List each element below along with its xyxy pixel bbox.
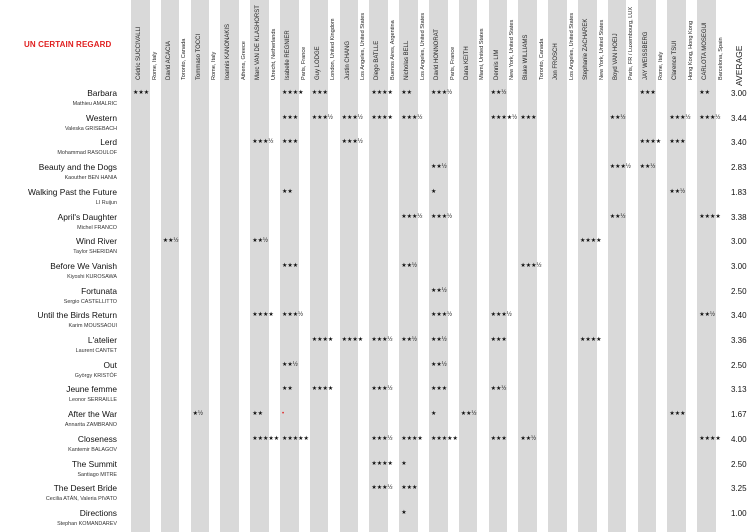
critic-location: Paris, France xyxy=(449,47,456,81)
critic-name: Marc VAN DE KLASHORST xyxy=(255,5,262,80)
star-rating: ★★½ xyxy=(431,287,447,294)
star-rating: ★★½ xyxy=(609,213,626,220)
star-rating: ★★★½ xyxy=(431,312,453,319)
critic-location: Rome, Italy xyxy=(151,52,158,81)
film-director: Sergio CASTELLITTO xyxy=(63,298,117,305)
star-rating: ★★½ xyxy=(431,337,447,343)
star-rating: ★★★★½ xyxy=(490,114,518,121)
star-rating: ★ xyxy=(401,460,407,467)
star-rating: ★★★½ xyxy=(401,114,423,121)
star-rating: ★★★½ xyxy=(520,262,542,269)
film-title: Barbara xyxy=(87,88,117,98)
critic-name: Guy LODGE xyxy=(314,46,321,80)
critic-location: Toronto, Canada xyxy=(181,39,188,81)
critic-location: New York, United States xyxy=(509,20,516,81)
film-director: Mathieu AMALRIC xyxy=(72,101,117,107)
critic-location: Los Angeles, United States xyxy=(568,13,575,81)
film-director: Leonor SERRAILLE xyxy=(69,397,117,404)
critic-location: Miami, United States xyxy=(479,28,486,81)
film-director: Kiyoshi KUROSAWA xyxy=(67,273,117,280)
star-rating: ★★½ xyxy=(162,238,179,245)
film-average: 3.00 xyxy=(731,237,747,247)
film-title: Closeness xyxy=(77,433,117,444)
star-rating: ★★ xyxy=(699,90,710,96)
star-rating: ★★★½ xyxy=(371,386,393,393)
star-rating: ★★½ xyxy=(460,411,477,418)
star-rating: ★★★★★ xyxy=(431,435,458,442)
star-rating: ★★★★ xyxy=(252,312,274,319)
star-rating: ★★★ xyxy=(282,262,299,269)
film-director: Kantemir BALAGOV xyxy=(68,446,117,453)
critic-name: JAY WEISSBERG xyxy=(642,31,649,80)
film-average: 2.50 xyxy=(731,459,747,469)
critic-name: Clarence TSUI xyxy=(672,40,679,80)
star-rating: • xyxy=(282,411,285,418)
critic-name: Tommaso TOCCI xyxy=(195,33,202,80)
star-rating: ★★★ xyxy=(639,90,656,96)
film-average: 3.40 xyxy=(731,311,747,321)
film-title: Jeune femme xyxy=(66,384,117,395)
film-title: Wind River xyxy=(76,236,117,247)
star-rating: ★ xyxy=(431,411,437,418)
star-rating: ★ xyxy=(431,188,437,195)
star-rating: ★★★ xyxy=(669,139,686,146)
star-rating: ★★★ xyxy=(669,411,686,418)
critic-name: Cédric SUCCIVALLI xyxy=(136,26,142,80)
star-rating: ★★½ xyxy=(520,435,537,442)
film-average: 2.83 xyxy=(731,163,747,173)
star-rating: ★★★★ xyxy=(580,238,602,245)
film-director: LI Ruijun xyxy=(95,199,117,206)
film-average: 3.00 xyxy=(731,261,747,271)
star-rating: ★★½ xyxy=(490,386,507,393)
star-rating: ★★★★ xyxy=(311,386,334,393)
star-rating: ★★★★ xyxy=(639,139,662,146)
film-average: 3.36 xyxy=(731,336,747,345)
film-average: 3.44 xyxy=(731,113,747,123)
star-rating: ★★½ xyxy=(401,262,417,269)
critic-name: Nicholas BELL xyxy=(404,40,411,80)
star-rating: ★★★½ xyxy=(609,164,631,171)
critic-name: Isabelle REGNIER xyxy=(285,30,291,80)
film-title: Lerd xyxy=(100,137,117,148)
film-title: Fortunata xyxy=(81,285,117,296)
critic-name: Jon FROSCH xyxy=(553,43,560,80)
film-title: Directions xyxy=(79,507,117,518)
critic-name: David ACACIA xyxy=(165,40,172,80)
star-rating: ★★½ xyxy=(490,90,507,96)
star-rating: ★★★★ xyxy=(282,90,304,96)
film-title: April's Daughter xyxy=(57,211,117,222)
star-rating: ★½ xyxy=(192,411,203,418)
critic-name: Boyd VAN HOEIJ xyxy=(612,33,619,80)
star-rating: ★★★★ xyxy=(401,435,423,442)
star-rating: ★★★ xyxy=(490,337,507,343)
film-director: Karim MOUSSAOUI xyxy=(68,323,117,330)
section-title: UN CERTAIN REGARD xyxy=(24,40,112,49)
critic-location: Paris, FR / Luxembourg, LUX xyxy=(628,7,635,81)
star-rating: ★★★½ xyxy=(341,139,363,146)
film-director: György KRISTÓF xyxy=(74,372,117,379)
film-title: Beauty and the Dogs xyxy=(38,162,117,173)
film-title: Out xyxy=(103,359,117,370)
star-rating: ★★★★ xyxy=(580,337,602,343)
film-average: 4.00 xyxy=(731,434,747,444)
critic-location: Paris, France xyxy=(300,47,307,81)
star-rating: ★★★★★ xyxy=(252,435,280,442)
critic-name: Dennis LIM xyxy=(493,49,500,80)
film-director: Cecilia ATÁN, Valeria PIVATO xyxy=(45,496,117,503)
critic-location: Utrecht, Netherlands xyxy=(270,29,277,81)
star-rating: ★★★½ xyxy=(282,312,304,319)
star-rating: ★★½ xyxy=(431,361,447,368)
star-rating: ★★★½ xyxy=(371,485,393,492)
star-rating: ★★★ xyxy=(133,90,150,96)
star-rating: ★★★½ xyxy=(252,139,274,146)
critic-name: Blake WILLIAMS xyxy=(523,34,530,80)
film-average: 2.50 xyxy=(731,286,747,296)
film-average: 3.00 xyxy=(731,89,747,98)
star-rating: ★★★½ xyxy=(431,90,453,96)
star-rating: ★★½ xyxy=(401,337,417,343)
critic-location: Los Angeles, United States xyxy=(419,13,426,81)
film-title: After the War xyxy=(67,409,117,420)
star-rating: ★★★½ xyxy=(669,114,691,121)
star-rating: ★★★★ xyxy=(699,213,721,220)
critic-location: New York, United States xyxy=(598,20,605,81)
star-rating: ★★★ xyxy=(401,485,418,492)
star-rating: ★★★½ xyxy=(341,114,363,121)
star-rating: ★★★★ xyxy=(371,114,393,121)
star-rating: ★★★½ xyxy=(311,114,333,121)
star-rating: ★★★★★ xyxy=(282,435,309,442)
critic-location: London, United Kingdom xyxy=(330,18,337,81)
film-director: Taylor SHERIDAN xyxy=(73,249,117,256)
star-rating: ★★★★ xyxy=(371,460,393,467)
star-rating: ★★★ xyxy=(282,139,299,146)
film-director: Mohammad RASOULOF xyxy=(57,150,117,157)
film-average: 1.00 xyxy=(731,508,747,518)
star-rating: ★★½ xyxy=(699,312,715,319)
film-director: Kaouther BEN HANIA xyxy=(64,175,117,182)
film-title: Before We Vanish xyxy=(50,260,117,271)
star-rating: ★★★ xyxy=(311,90,328,96)
film-title: L'atelier xyxy=(87,335,117,345)
critic-name: Justin CHANG xyxy=(344,40,351,80)
critic-location: Rome, Italy xyxy=(658,52,665,81)
star-rating: ★★½ xyxy=(639,164,656,171)
star-rating: ★ xyxy=(401,509,407,516)
film-title: The Summit xyxy=(71,458,117,469)
star-rating: ★★★ xyxy=(520,114,537,121)
film-average: 3.13 xyxy=(731,385,747,395)
film-average: 3.38 xyxy=(731,212,747,222)
star-rating: ★★½ xyxy=(252,238,268,245)
star-rating: ★★ xyxy=(401,90,412,96)
average-header: AVERAGE xyxy=(734,45,744,86)
critic-name: CARLOTA MOSEGUI xyxy=(702,22,709,80)
film-director: Santiago MITRE xyxy=(77,471,117,478)
star-rating: ★★★½ xyxy=(371,337,393,343)
star-rating: ★★★★ xyxy=(341,337,364,343)
film-title: Until the Birds Return xyxy=(37,310,117,321)
star-rating: ★★★ xyxy=(431,386,448,393)
star-rating: ★★★½ xyxy=(401,213,423,220)
film-director: Michel FRANCO xyxy=(77,224,117,231)
critic-name: Stephanie ZACHAREK xyxy=(583,18,589,80)
critic-location: Los Angeles, United States xyxy=(360,13,367,81)
critic-name: Ioannis KANONAKIS xyxy=(225,23,232,80)
film-average: 3.40 xyxy=(731,138,747,148)
star-rating: ★★★½ xyxy=(490,312,512,319)
film-director: Stephan KOMANDAREV xyxy=(57,520,117,527)
critic-location: Hong Kong, Hong Kong xyxy=(687,21,694,81)
star-rating: ★★ xyxy=(282,386,293,393)
star-rating: ★★★★ xyxy=(699,435,721,442)
star-rating: ★★★★ xyxy=(371,90,393,96)
critic-location: Buenos Aires, Argentina xyxy=(389,20,396,81)
star-rating: ★★ xyxy=(252,411,263,418)
film-average: 1.67 xyxy=(731,410,747,420)
star-rating: ★★½ xyxy=(431,164,447,171)
film-title: Walking Past the Future xyxy=(27,186,117,197)
critic-location: Athens, Greece xyxy=(240,41,247,81)
star-rating: ★★★½ xyxy=(371,435,393,442)
film-average: 1.83 xyxy=(731,187,747,197)
critic-name: David HONNORAT xyxy=(434,29,440,80)
film-director: Laurent CANTET xyxy=(75,348,117,354)
star-rating: ★★½ xyxy=(282,361,298,368)
film-average: 2.50 xyxy=(731,360,747,370)
critic-location: Toronto, Canada xyxy=(538,39,545,81)
star-rating: ★★½ xyxy=(669,188,686,195)
critic-location: Barcelona, Spain xyxy=(717,37,724,81)
star-rating: ★★★ xyxy=(282,114,299,121)
star-rating: ★★★½ xyxy=(431,213,453,220)
film-average: 3.25 xyxy=(731,484,747,494)
film-title: Western xyxy=(85,112,117,123)
critic-name: Dana KEITH xyxy=(463,46,470,80)
film-director: Annarita ZAMBRANO xyxy=(64,422,117,429)
star-rating: ★★½ xyxy=(609,114,626,121)
star-rating: ★★★ xyxy=(490,435,507,442)
star-rating: ★★★½ xyxy=(699,114,721,121)
critic-location: Rome, Italy xyxy=(211,52,218,81)
star-rating: ★★★★ xyxy=(311,337,334,343)
film-director: Valeska GRISEBACH xyxy=(64,125,117,132)
critic-name: Diego BATLLE xyxy=(374,40,381,80)
film-title: The Desert Bride xyxy=(53,483,117,494)
star-rating: ★★ xyxy=(282,188,293,195)
